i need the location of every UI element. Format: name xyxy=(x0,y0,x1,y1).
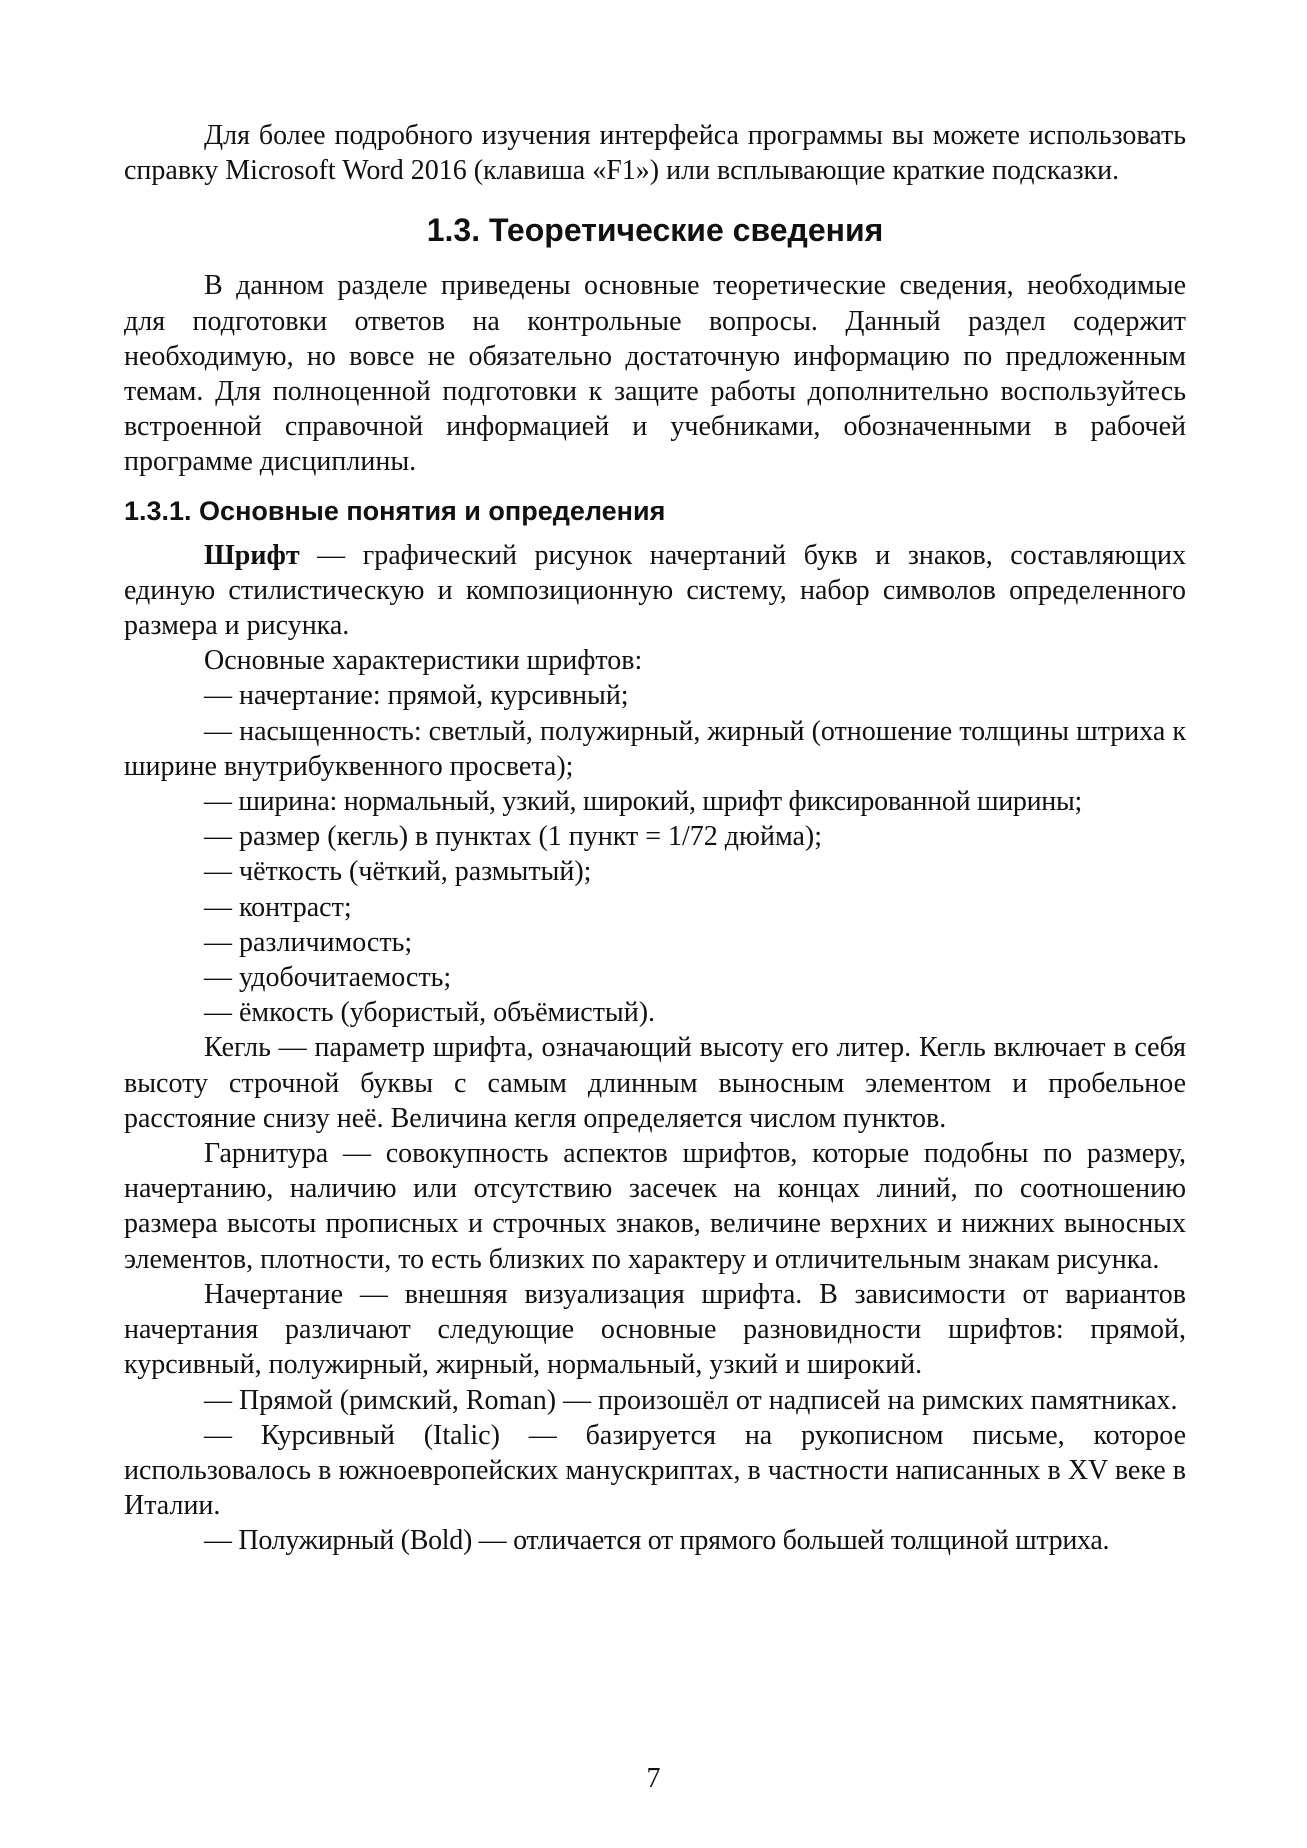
roman-paragraph: — Прямой (римский, Roman) — произошёл от надписей на римских памятниках. xyxy=(204,1384,1178,1416)
characteristic-item: — размер (кегль) в пунктах (1 пункт = 1/72 дюйма); xyxy=(204,821,822,853)
characteristic-item: — контраст; xyxy=(204,891,352,923)
subsection-heading: 1.3.1. Основные понятия и определения xyxy=(124,495,666,526)
font-definition-text: — графический рисунок начертаний букв и знаков, составляющих единую стилистическую и композиционную систему, набор символов определенного размера и рисунка. xyxy=(124,539,1186,642)
characteristic-item: — насыщенность: светлый, полужирный, жирный (отношение толщины штриха к ширине внутрибуквенного просвета); xyxy=(124,715,1186,782)
font-term: Шрифт xyxy=(204,539,300,571)
characteristic-item: — различимость; xyxy=(204,926,413,958)
intro-paragraph: Для более подробного изучения интерфейса программы вы можете использовать справку Microsoft Word 2016 (клавиша «F1») или всплывающие краткие подсказки. xyxy=(124,120,1186,187)
characteristic-item: — удобочитаемость; xyxy=(204,962,452,994)
characteristics-intro: Основные характеристики шрифтов: xyxy=(204,645,643,677)
page-number: 7 xyxy=(646,1763,661,1794)
characteristic-item: — начертание: прямой, курсивный; xyxy=(204,680,629,712)
italic-paragraph: — Курсивный (Italic) — базируется на рукописном письме, которое использовалось в южноевропейских манускриптах, в частности написанных в XV веке в Италии. xyxy=(124,1419,1186,1522)
document-page xyxy=(124,118,1186,1559)
section-intro-paragraph: В данном разделе приведены основные теоретические сведения, необходимые для подготовки ответов на контрольные вопросы. Данный раздел содержит необходимую, но вовсе не обязательно достаточную информацию по предложенным темам. Для полноценной подготовки к защите работы дополнительно воспользуйтесь встроенной справочной информацией и учебниками, обозначенными в рабочей программе дисциплины. xyxy=(124,270,1186,478)
nachertanie-paragraph: Начертание — внешняя визуализация шрифта. В зависимости от вариантов начертания различают следующие основные разновидности шрифтов: прямой, курсивный, полужирный, жирный, нормальный, узкий и широкий. xyxy=(124,1278,1186,1381)
font-definition-paragraph xyxy=(124,538,1186,644)
garnitura-paragraph: Гарнитура — совокупность аспектов шрифтов, которые подобны по размеру, начертанию, наличию или отсутствию засечек на концах линий, по соотношению размера высоты прописных и строчных знаков, величине верхних и нижних выносных элементов, плотности, то есть близких по характеру и отличительным знакам рисунка. xyxy=(124,1138,1186,1275)
kegl-paragraph: Кегль — параметр шрифта, означающий высоту его литер. Кегль включает в себя высоту строчной буквы с самым длинным выносным элементом и пробельное расстояние снизу неё. Величина кегля определяется числом пунктов. xyxy=(124,1032,1186,1134)
section-heading: 1.3. Теоретические сведения xyxy=(426,212,884,249)
characteristic-item: — ширина: нормальный, узкий, широкий, шрифт фиксированной ширины; xyxy=(204,786,1082,818)
characteristic-item: — чёткость (чёткий, размытый); xyxy=(204,856,592,888)
characteristic-item: — ёмкость (убористый, объёмистый). xyxy=(204,997,656,1029)
bold-paragraph: — Полужирный (Bold) — отличается от прямого большей толщиной штриха. xyxy=(204,1525,1110,1557)
